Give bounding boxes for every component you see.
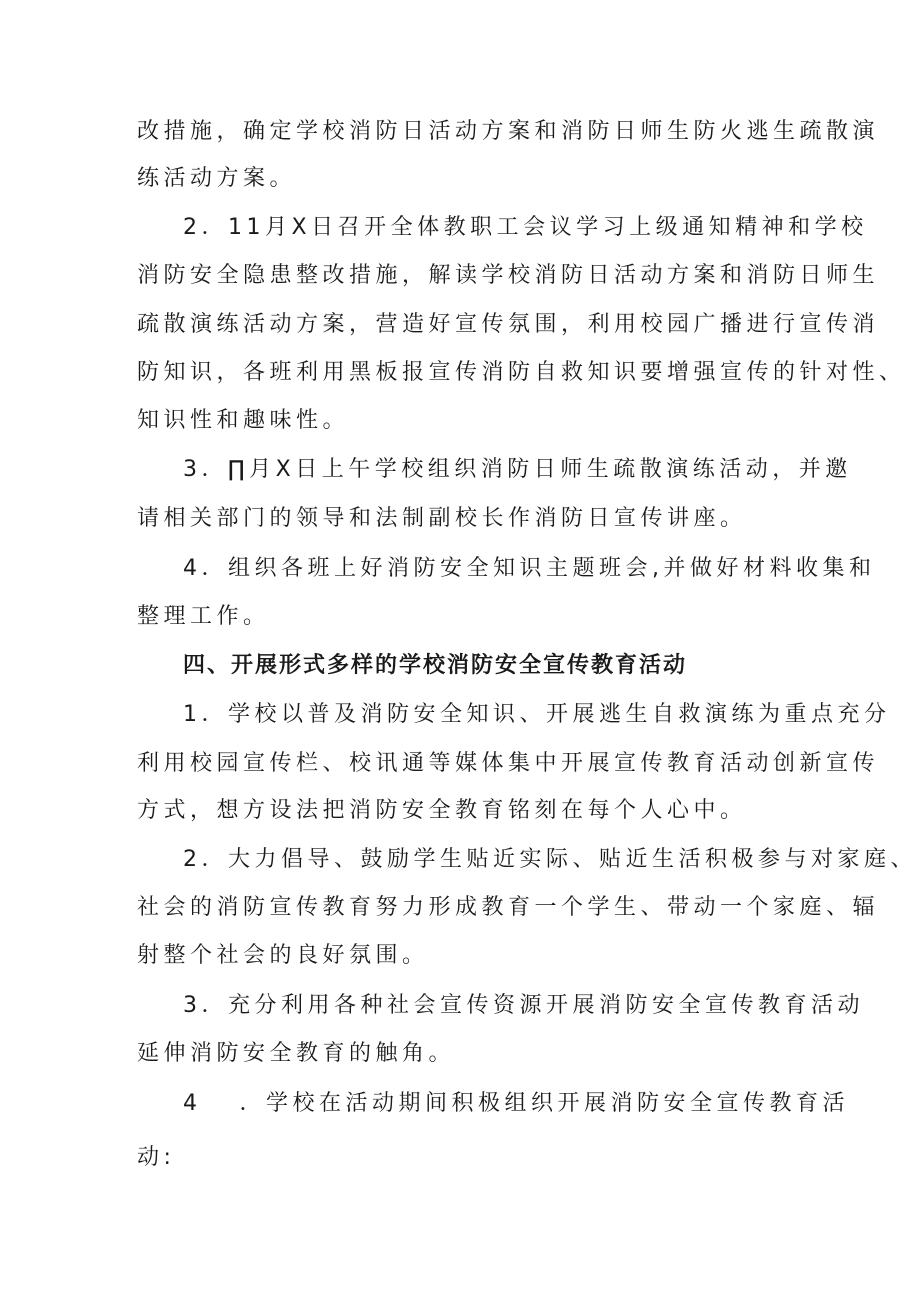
numbered-paragraph-last xyxy=(183,1089,849,1119)
text-line: 知识性和趣味性。 xyxy=(137,408,350,433)
text-line: 防知识，各班利用黑板报宣传消防自救知识要增强宣传的针对性、 xyxy=(137,360,906,385)
text-line: 请相关部门的领导和法制副校长作消防日宣传讲座。 xyxy=(137,506,747,531)
text-line: 疏散演练活动方案，营造好宣传氛围，利用校园广播进行宣传消 xyxy=(137,312,880,337)
numbered-paragraph: 2．大力倡导、鼓励学生贴近实际、贴近生活积极参与对家庭、 xyxy=(183,847,917,872)
text-line: 动: xyxy=(137,1145,176,1170)
text-line: 整理工作。 xyxy=(137,604,270,629)
text-line: 改措施，确定学校消防日活动方案和消防日师生防火逃生疏散演 xyxy=(137,119,880,144)
text-line: 社会的消防宣传教育努力形成教育一个学生、带动一个家庭、辐 xyxy=(137,895,880,920)
numbered-paragraph: 2．11月X日召开全体教职工会议学习上级通知精神和学校 xyxy=(183,215,868,240)
text-line: 练活动方案。 xyxy=(137,166,297,191)
text-line: 延伸消防安全教育的触角。 xyxy=(137,1041,456,1066)
section-heading: 四、开展形式多样的学校消防安全宣传教育活动 xyxy=(183,653,688,678)
text-line: 方式，想方设法把消防安全教育铭刻在每个人心中。 xyxy=(137,798,747,823)
numbered-paragraph: 1．学校以普及消防安全知识、开展逃生自救演练为重点充分 xyxy=(183,702,891,727)
text-line: 消防安全隐患整改措施，解读学校消防日活动方案和消防日师生 xyxy=(137,263,880,288)
numbered-paragraph: 3．∏月X日上午学校组织消防日师生疏散演练活动，并邀 xyxy=(183,457,852,482)
numbered-paragraph: 3．充分利用各种社会宣传资源开展消防安全宣传教育活动 xyxy=(183,993,864,1018)
item-text: ．学校在活动期间积极组织开展消防安全宣传教育活 xyxy=(239,1091,850,1116)
text-line: 射整个社会的良好氛围。 xyxy=(137,943,429,968)
item-number: 4 xyxy=(183,1091,202,1116)
text-line: 利用校园宣传栏、校讯通等媒体集中开展宣传教育活动创新宣传 xyxy=(137,751,880,776)
numbered-paragraph: 4．组织各班上好消防安全知识主题班会,并做好材料收集和 xyxy=(183,556,876,581)
